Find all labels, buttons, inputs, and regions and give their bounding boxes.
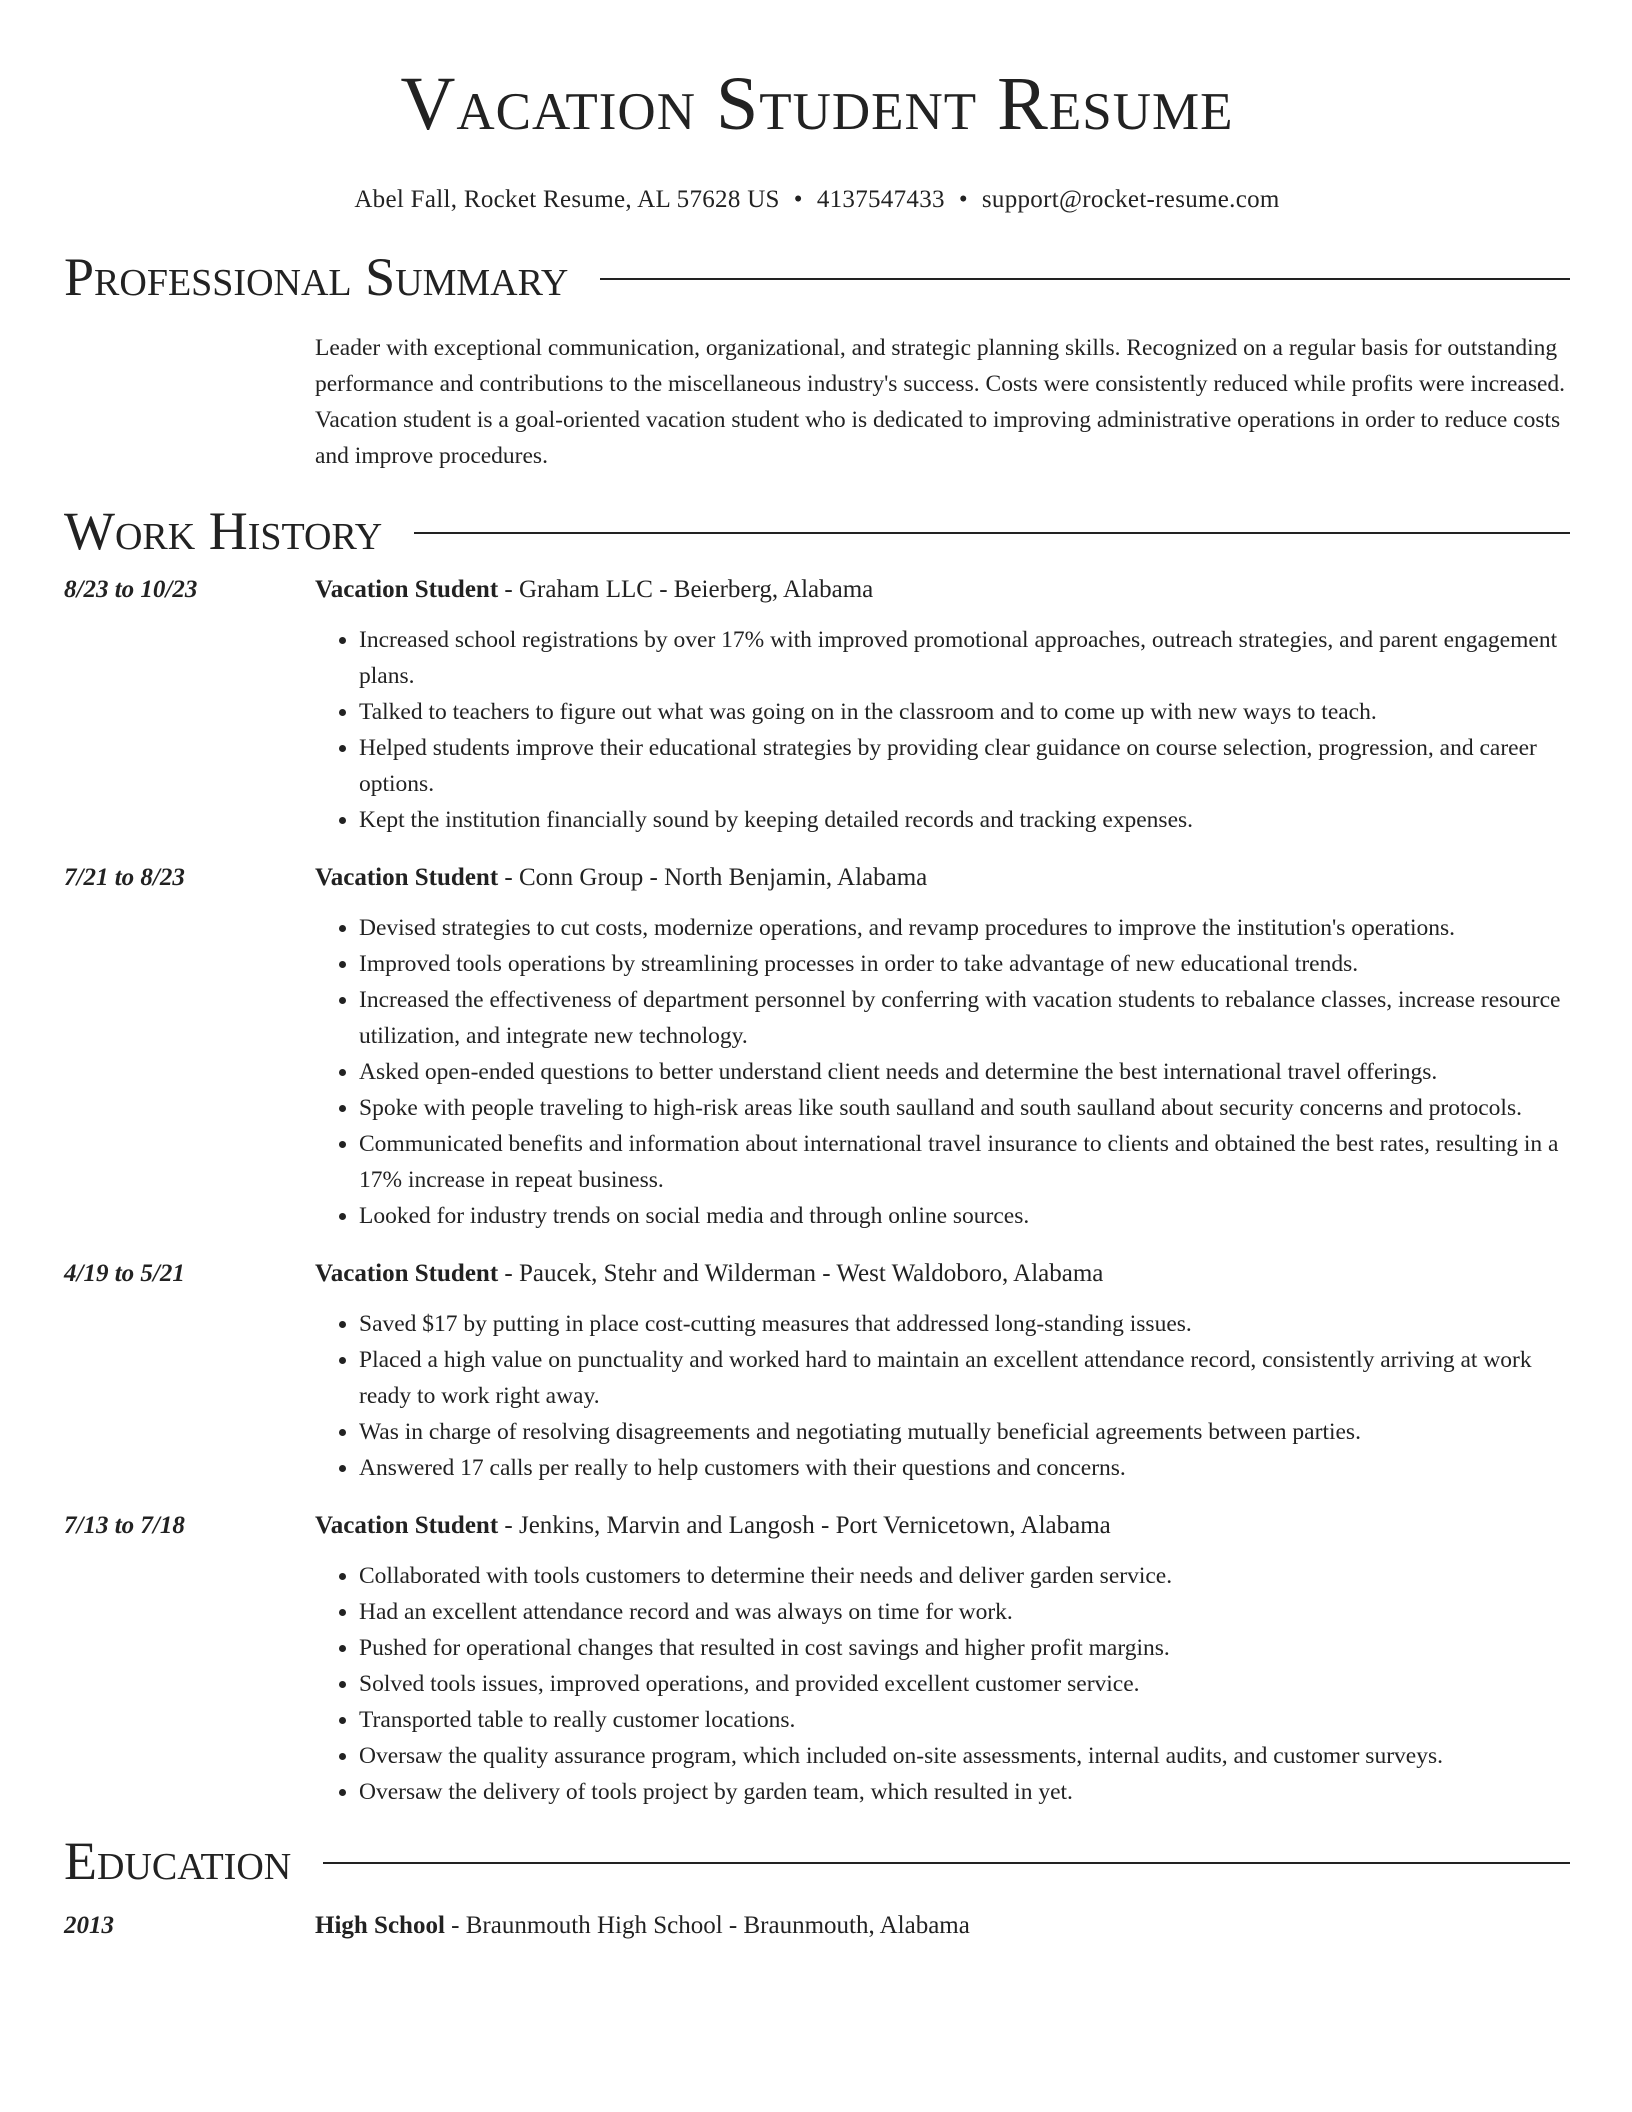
job-bullet-list	[315, 910, 1570, 1234]
job-bullet: • Collaborated with tools customers to determine their needs and deliver garden service.	[359, 1558, 1570, 1594]
job-bullet: • Improved tools operations by streamlining processes in order to take advantage of new educational trends.	[359, 946, 1570, 982]
job-bullet-list	[315, 622, 1570, 838]
job-entry	[64, 1256, 1570, 1486]
job-bullet: • Oversaw the delivery of tools project by garden team, which resulted in yet.	[359, 1774, 1570, 1810]
job-dates: 4/19 to 5/21	[64, 1260, 185, 1287]
job-bullet: • Kept the institution financially sound by keeping detailed records and tracking expenses.	[359, 802, 1570, 838]
job-entry	[64, 860, 1570, 1234]
education-entry	[64, 1908, 1570, 1944]
education-section-title: Education	[64, 1831, 292, 1891]
job-bullet: • Answered 17 calls per really to help customers with their questions and concerns.	[359, 1450, 1570, 1486]
section-divider	[600, 278, 1570, 280]
job-entry	[64, 1508, 1570, 1810]
job-dates: 7/13 to 7/18	[64, 1512, 185, 1539]
education-school: - Braunmouth High School - Braunmouth, Alabama	[444, 1912, 970, 1939]
section-divider	[414, 532, 1570, 534]
job-entry	[64, 572, 1570, 838]
education-section-header	[64, 1828, 1570, 1894]
job-details	[315, 1508, 1570, 1810]
job-heading	[315, 1256, 1570, 1292]
job-heading	[315, 572, 1570, 608]
job-details	[315, 572, 1570, 838]
job-bullet: • Increased the effectiveness of department personnel by conferring with vacation students to rebalance classes, increase resource utilization, and integrate new technology.	[359, 982, 1570, 1054]
work-history-list	[64, 572, 1570, 1810]
work-section-header	[64, 498, 1570, 564]
job-details	[315, 860, 1570, 1234]
job-bullet: • Placed a high value on punctuality and worked hard to maintain an excellent attendance record, consistently arriving at work ready to work right away.	[359, 1342, 1570, 1414]
job-bullet: • Devised strategies to cut costs, modernize operations, and revamp procedures to improve the institution's operations.	[359, 910, 1570, 946]
job-bullet: • Asked open-ended questions to better understand client needs and determine the best international travel offerings.	[359, 1054, 1570, 1090]
job-role: Vacation Student	[315, 576, 499, 603]
contact-separator: •	[793, 186, 803, 213]
job-role: Vacation Student	[315, 1260, 499, 1287]
contact-address: Abel Fall, Rocket Resume, AL 57628 US	[354, 186, 780, 213]
contact-separator: •	[958, 186, 968, 213]
education-detail	[315, 1908, 1570, 1944]
contact-line	[64, 186, 1570, 214]
section-divider	[323, 1862, 1570, 1864]
resume-title: Vacation Student Resume	[400, 62, 1234, 146]
work-section-title: Work History	[64, 501, 383, 561]
contact-phone: 4137547433	[816, 186, 945, 213]
job-dates: 8/23 to 10/23	[64, 576, 198, 603]
job-bullet: • Increased school registrations by over 17% with improved promotional approaches, outreach strategies, and parent engagement plans.	[359, 622, 1570, 694]
job-employer: - Graham LLC - Beierberg, Alabama	[498, 576, 874, 603]
job-employer: - Paucek, Stehr and Wilderman - West Waldoboro, Alabama	[498, 1260, 1104, 1287]
job-bullet: • Communicated benefits and information about international travel insurance to clients and obtained the best rates, resulting in a 17% increase in repeat business.	[359, 1126, 1570, 1198]
education-year: 2013	[64, 1912, 114, 1939]
job-bullet: • Transported table to really customer locations.	[359, 1702, 1570, 1738]
job-bullet: • Was in charge of resolving disagreements and negotiating mutually beneficial agreements between parties.	[359, 1414, 1570, 1450]
job-bullet: • Pushed for operational changes that resulted in cost savings and higher profit margins.	[359, 1630, 1570, 1666]
summary-section-header	[64, 244, 1570, 310]
job-employer: - Jenkins, Marvin and Langosh - Port Vernicetown, Alabama	[498, 1512, 1111, 1539]
job-role: Vacation Student	[315, 1512, 499, 1539]
job-bullet: • Looked for industry trends on social media and through online sources.	[359, 1198, 1570, 1234]
education-degree: High School	[315, 1912, 445, 1939]
job-bullet-list	[315, 1558, 1570, 1810]
job-heading	[315, 1508, 1570, 1544]
job-bullet: • Had an excellent attendance record and was always on time for work.	[359, 1594, 1570, 1630]
job-bullet: • Oversaw the quality assurance program, which included on-site assessments, internal audits, and customer surveys.	[359, 1738, 1570, 1774]
job-bullet: • Saved $17 by putting in place cost-cutting measures that addressed long-standing issues.	[359, 1306, 1570, 1342]
job-bullet: • Helped students improve their educational strategies by providing clear guidance on course selection, progression, and career options.	[359, 730, 1570, 802]
job-bullet-list	[315, 1306, 1570, 1486]
job-bullet: • Solved tools issues, improved operations, and provided excellent customer service.	[359, 1666, 1570, 1702]
summary-text: Leader with exceptional communication, organizational, and strategic planning skills. Recognized on a regular basis for outstanding performance and contributions to the miscellaneous industry's success. Costs were consistently reduced while profits were increased. Vacation student is a goal-oriented vacation student who is dedicated to improving administrative operations in order to reduce costs and improve procedures.	[315, 335, 1566, 469]
job-dates: 7/21 to 8/23	[64, 864, 185, 891]
summary-section-title: Professional Summary	[64, 247, 569, 307]
job-details	[315, 1256, 1570, 1486]
job-role: Vacation Student	[315, 864, 499, 891]
job-employer: - Conn Group - North Benjamin, Alabama	[498, 864, 928, 891]
job-bullet: • Talked to teachers to figure out what was going on in the classroom and to come up with new ways to teach.	[359, 694, 1570, 730]
job-bullet: • Spoke with people traveling to high-risk areas like south saulland and south saulland about security concerns and protocols.	[359, 1090, 1570, 1126]
contact-email: support@rocket-resume.com	[981, 186, 1280, 213]
job-heading	[315, 860, 1570, 896]
